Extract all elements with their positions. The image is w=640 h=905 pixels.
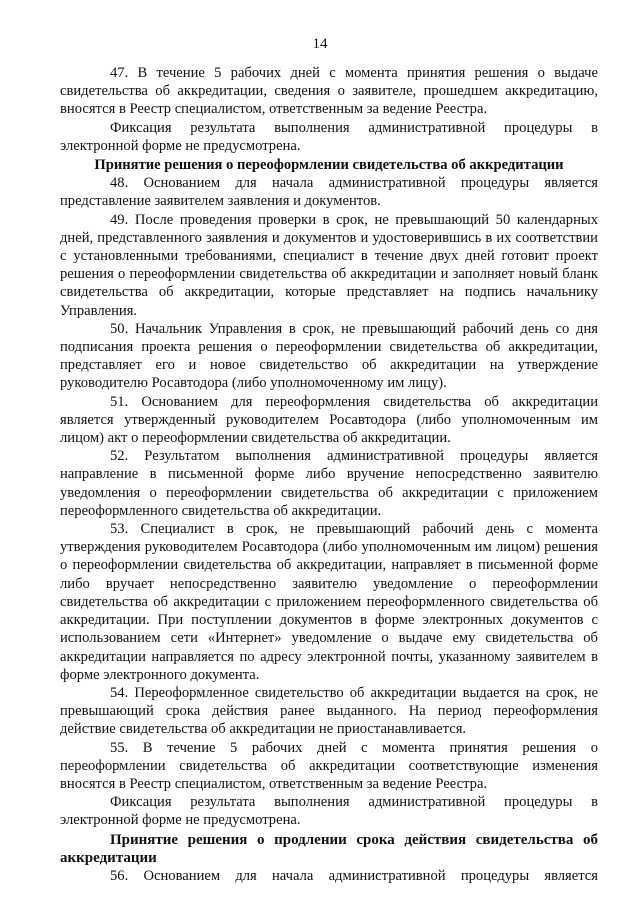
paragraph-52: 52. Результатом выполнения административной процедуры является направление в письменной форме либо вручение непосредственно заявителю уведомления о переоформлении свидетельства об аккредитации с приложением переоформленного свидетельства об аккредитации. (60, 448, 598, 519)
paragraph-48: 48. Основанием для начала административной процедуры является представление заявителем заявления и документов. (60, 175, 598, 210)
paragraph-49: 49. После проведения проверки в срок, не превышающий 50 календарных дней, представленного заявления и документов и удостоверившись в их соответствии с установленными требованиями, специалист в течение двух дней готовит проект решения о переоформлении свидетельства об аккредитации и заполняет новый бланк свидетельства об аккредитации, которые представляет на подпись начальнику Управления. (60, 211, 598, 319)
paragraph-47: 47. В течение 5 рабочих дней с момента принятия решения о выдаче свидетельства об аккредитации, сведения о заявителе, прошедшем аккредитацию, вносятся в Реестр специалистом, ответственным за ведение Реестра. (60, 65, 598, 118)
paragraph-53: 53. Специалист в срок, не превышающий рабочий день с момента утверждения руководителем Росавтодора (либо уполномоченным им лицом) решения о переоформлении свидетельства об аккредитации, направляет в письменной форме либо вручает непосредственно заявителю уведомление о переоформлении свидетельства об аккредитации с приложением переоформленного свидетельства об аккредитации. При поступлении документов в форме электронных документов с использованием сети «Интернет» уведомление о выдаче ему свидетельства об аккредитации направляется по адресу электронной почты, указанному заявителем в форме электронного документа. (60, 521, 598, 683)
page-number: 14 (312, 36, 328, 52)
paragraph-54: 54. Переоформленное свидетельство об аккредитации выдается на срок, не превышающий срока действия ранее выданного. На период переоформления действие свидетельства об аккредитации не приостанавливается. (60, 684, 598, 738)
paragraph-50: 50. Начальник Управления в срок, не превышающий рабочий день со дня подписания проекта решения о переоформлении свидетельства об аккредитации, представляет его и новое свидетельство об аккредитации на утверждение руководителю Росавтодора (либо уполномоченному им лицу). (60, 320, 598, 392)
paragraph-47-fixation: Фиксация результата выполнения административной процедуры в электронной форме не предусмотрена. (60, 119, 598, 154)
document-body (60, 64, 598, 885)
section-heading-reissue: Принятие решения о переоформлении свидетельства об аккредитации (94, 157, 564, 174)
paragraph-56: 56. Основанием для начала административной процедуры является (110, 867, 598, 884)
paragraph-55-fixation: Фиксация результата выполнения административной процедуры в электронной форме не предусмотрена. (60, 794, 598, 829)
paragraph-51: 51. Основанием для переоформления свидетельства об аккредитации является утвержденный руководителем Росавтодора (либо уполномоченным им лицом) акт о переоформлении свидетельства об аккредитации. (60, 393, 598, 447)
paragraph-55: 55. В течение 5 рабочих дней с момента принятия решения о переоформлении свидетельства об аккредитации соответствующие изменения вносятся в Реестр специалистом, ответственным за ведение Реестра. (60, 739, 598, 792)
section-heading-extension: Принятие решения о продлении срока действия свидетельства об аккредитации (60, 831, 598, 866)
